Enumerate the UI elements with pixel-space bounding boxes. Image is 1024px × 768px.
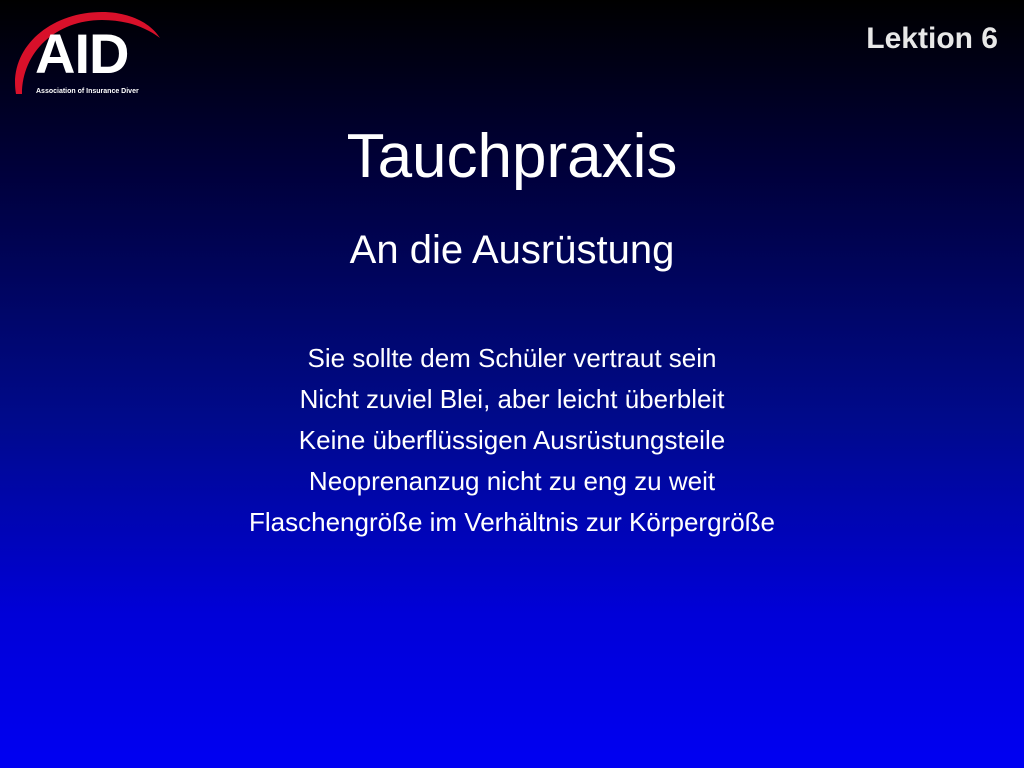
slide-title: Tauchpraxis bbox=[346, 122, 678, 191]
list-item: Neoprenanzug nicht zu eng zu weit bbox=[308, 466, 716, 496]
slide-subtitle: An die Ausrüstung bbox=[349, 228, 675, 272]
aid-logo bbox=[10, 8, 170, 100]
list-item: Keine überflüssigen Ausrüstungsteile bbox=[298, 425, 726, 455]
lesson-label: Lektion 6 bbox=[866, 22, 998, 55]
logo-tagline: Association of Insurance Diver bbox=[36, 88, 139, 95]
list-item: Flaschengröße im Verhältnis zur Körpergröße bbox=[248, 507, 775, 537]
bullet-list bbox=[0, 338, 1024, 543]
logo-text: AID bbox=[35, 22, 129, 85]
list-item: Sie sollte dem Schüler vertraut sein bbox=[307, 343, 717, 373]
list-item: Nicht zuviel Blei, aber leicht überbleit bbox=[299, 384, 725, 414]
